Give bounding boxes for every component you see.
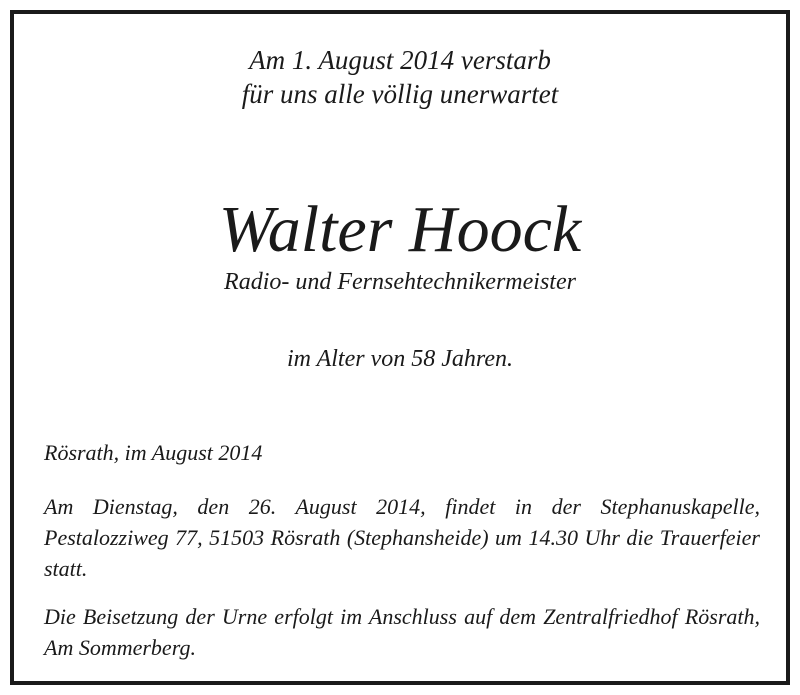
age-line: im Alter von 58 Jahren.: [287, 346, 513, 372]
place-date: Rösrath, im August 2014: [44, 440, 263, 465]
funeral-service-text: Am Dienstag, den 26. August 2014, findet in der Stephanuskapelle, Pestalozziweg 77, 51503 Rösrath (Stephansheide) um 14.30 Uhr die Trauerfeier statt.: [44, 494, 760, 581]
intro-line-2: für uns alle völlig unerwartet: [241, 79, 559, 109]
intro-line-1: Am 1. August 2014 verstarb: [249, 45, 551, 75]
burial-text: Die Beisetzung der Urne erfolgt im Anschluss auf dem Zentralfriedhof Rösrath, Am Sommerberg.: [44, 604, 760, 660]
obituary-frame: [10, 10, 790, 685]
deceased-profession: Radio- und Fernsehtechnikermeister: [224, 269, 576, 295]
deceased-name: Walter Hoock: [218, 193, 582, 266]
